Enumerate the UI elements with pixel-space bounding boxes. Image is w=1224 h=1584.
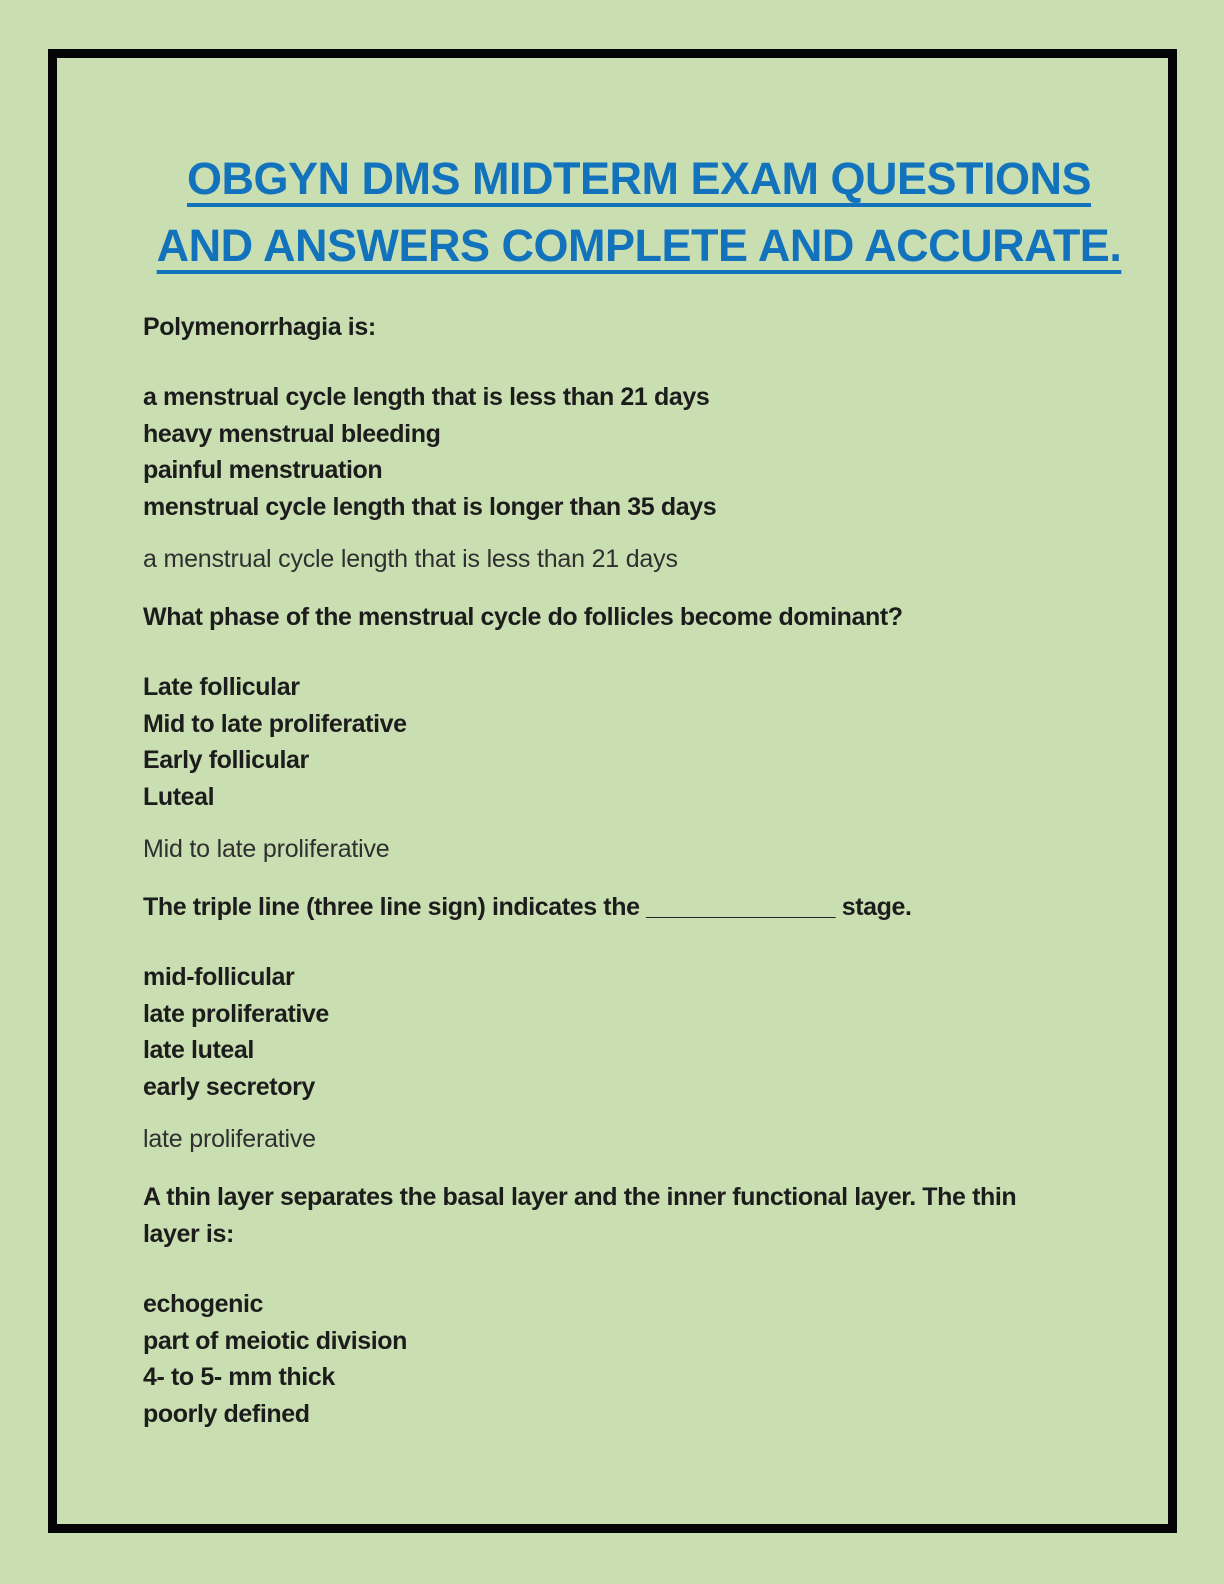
answer-text: Mid to late proliferative: [143, 835, 390, 863]
qa-block: [143, 599, 1135, 868]
answer-text: a menstrual cycle length that is less than 21 days: [143, 545, 678, 573]
answer-options: [143, 379, 1135, 525]
answer-options: [143, 669, 1135, 815]
qa-block: [143, 309, 1135, 578]
answer-option: painful menstruation: [143, 456, 383, 484]
qa-block: [143, 889, 1135, 1158]
question-text: [143, 309, 1135, 346]
answer-option: Mid to late proliferative: [143, 709, 407, 738]
answer-option: Early follicular: [143, 746, 309, 774]
answer-text: late proliferative: [143, 1125, 316, 1153]
page-title-line: AND ANSWERS COMPLETE AND ACCURATE.: [156, 220, 1122, 271]
answer-option: echogenic: [143, 1290, 264, 1318]
answer-option: late proliferative: [143, 999, 329, 1028]
answer-option: heavy menstrual bleeding: [143, 419, 441, 448]
answer-option: mid-follicular: [143, 963, 295, 991]
question-line: Polymenorrhagia is:: [143, 313, 376, 341]
answer-option: Luteal: [143, 782, 215, 811]
answer-option: menstrual cycle length that is longer than 35 days: [143, 492, 717, 521]
answer-option: part of meiotic division: [143, 1326, 408, 1355]
answer-options: [143, 959, 1135, 1105]
answer-option: 4- to 5- mm thick: [143, 1363, 335, 1391]
page-title-line: OBGYN DMS MIDTERM EXAM QUESTIONS: [186, 153, 1092, 204]
question-text: [143, 599, 1135, 636]
question-line: The triple line (three line sign) indicates the ______________ stage.: [143, 893, 912, 921]
questions-list: [143, 309, 1135, 1432]
page-title: [143, 145, 1135, 279]
document-page: [143, 57, 1135, 1432]
qa-block: [143, 1179, 1135, 1432]
question-text: [143, 1179, 1135, 1253]
question-line: A thin layer separates the basal layer and the inner functional layer. The thin: [143, 1183, 1017, 1211]
answer-option: Late follicular: [143, 673, 300, 701]
answer-option: late luteal: [143, 1036, 254, 1064]
question-line: What phase of the menstrual cycle do follicles become dominant?: [143, 603, 903, 631]
answer-option: poorly defined: [143, 1399, 310, 1428]
answer-option: a menstrual cycle length that is less than 21 days: [143, 383, 710, 411]
answer-options: [143, 1286, 1135, 1432]
question-text: [143, 889, 1135, 926]
answer-option: early secretory: [143, 1072, 315, 1101]
question-line: layer is:: [143, 1220, 234, 1248]
